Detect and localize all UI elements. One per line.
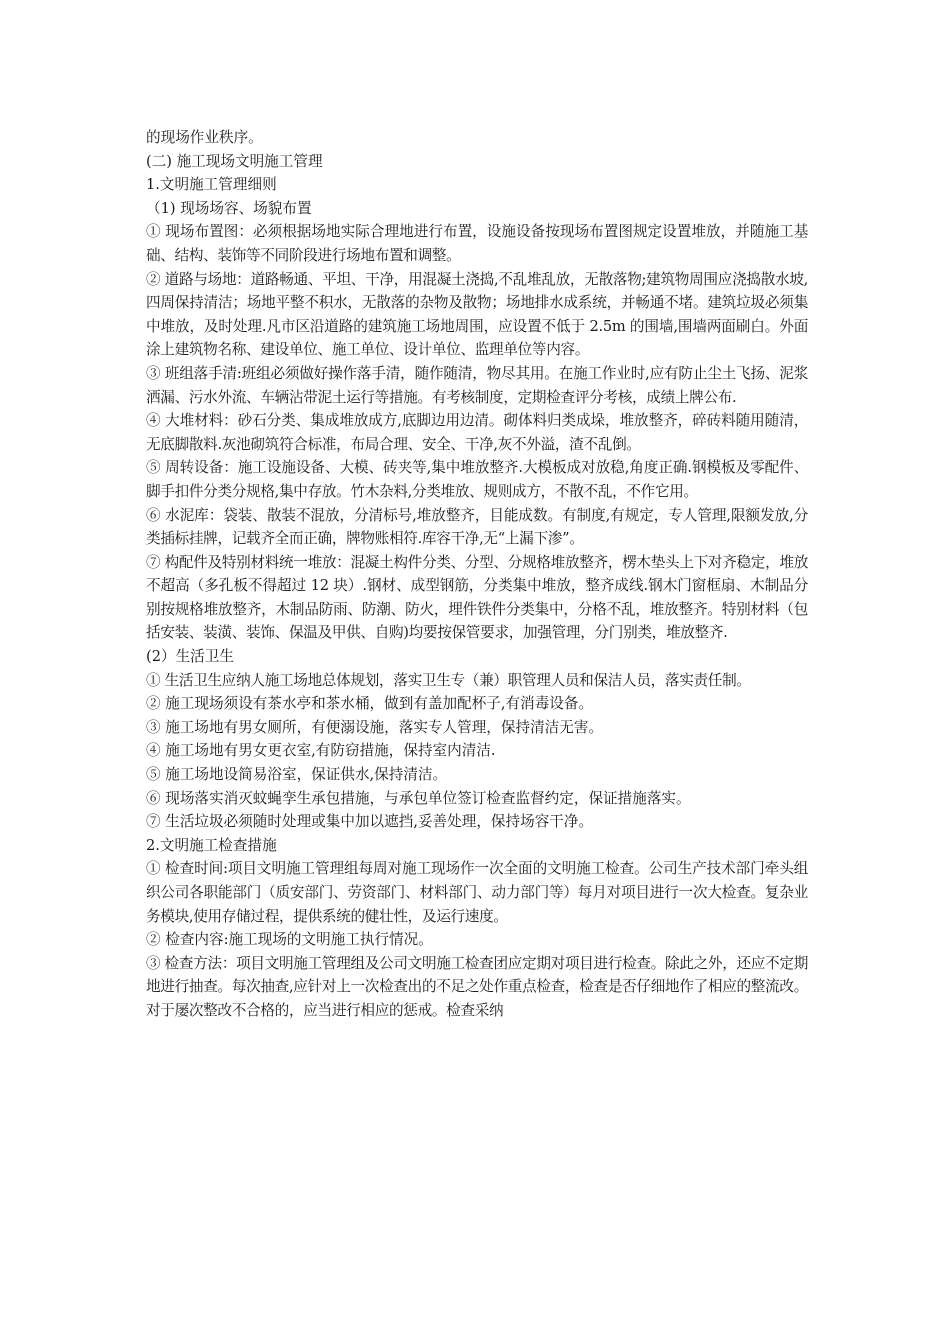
paragraph-item: ① 生活卫生应纳人施工场地总体规划，落实卫生专（兼）职管理人员和保洁人员，落实责任制。: [146, 671, 751, 689]
paragraph-item: ① 检查时间:项目文明施工管理组每周对施工现场作一次全面的文明施工检查。公司生产技术部门牵头组织公司各职能部门（质安部门、劳资部门、材料部门、动力部门等）每月对项目进行一次大检查。复杂业务模块,使用存储过程，提供系统的健壮性，及运行速度。: [146, 860, 808, 925]
paragraph-item: ④ 施工场地有男女更衣室,有防窃措施，保持室内清洁.: [146, 742, 496, 760]
subsection-heading: 1.文明施工管理细则: [146, 176, 277, 194]
paragraph-item: ③ 施工场地有男女厕所，有便溺设施，落实专人管理，保持清洁无害。: [146, 718, 604, 736]
paragraph-item: ⑥ 现场落实消灭蚊蝇孪生承包措施，与承包单位签订检查监督约定，保证措施落实。: [146, 789, 691, 807]
paragraph-item: ⑥ 水泥库：袋装、散装不混放，分清标号,堆放整齐，目能成数。有制度,有规定，专人管理,限额发放,分类插标挂牌，记载齐全而正确，牌物账相符.库容干净,无“上漏下渗”。: [146, 506, 808, 548]
paragraph-item: ⑦ 构配件及特别材料统一堆放：混凝土构件分类、分型、分规格堆放整齐，楞木垫头上下对齐稳定，堆放不超高（多孔板不得超过 12 块）.钢材、成型钢筋，分类集中堆放，整齐成线.钢木门窗框扇、木制品分别按规格堆放整齐，木制品防雨、防潮、防火，埋件铁件分类集中，分格不乱，堆放整齐。特别材料（包括安装、装潢、装饰、保温及甲供、自购)均要按保管要求，加强管理，分门别类，堆放整齐.: [146, 553, 808, 642]
paragraph-item: ② 道路与场地：道路畅通、平坦、干净，用混凝土浇捣,不乱堆乱放，无散落物;建筑物周围应浇捣散水坡,四周保持清洁；场地平整不积水，无散落的杂物及散物；场地排水成系统，并畅通不堵。建筑垃圾必须集中堆放，及时处理.凡市区沿道路的建筑施工场地周围，应设置不低于 2.5m 的围墙,围墙两面刷白。外面涂上建筑物名称、建设单位、施工单位、设计单位、监理单位等内容。: [146, 270, 808, 359]
subsection-heading: 2.文明施工检查措施: [146, 836, 277, 854]
paragraph-item: ① 现场布置图：必须根据场地实际合理地进行布置，设施设备按现场布置图规定设置堆放，并随施工基础、结构、装饰等不同阶段进行场地布置和调整。: [146, 223, 808, 264]
paragraph-item: ③ 检查方法：项目文明施工管理组及公司文明施工检查团应定期对项目进行检查。除此之外，还应不定期地进行抽查。每次抽查,应针对上一次检查出的不足之处作重点检查，检查是否仔细地作了相应的整流改。对于屡次整改不合格的，应当进行相应的惩戒。检查采纳: [146, 954, 808, 1019]
subsubsection-heading: (2）生活卫生: [146, 648, 234, 666]
paragraph-item: ② 施工现场须设有茶水亭和茶水桶，做到有盖加配杯子,有消毒设备。: [146, 695, 594, 713]
paragraph-item: ⑦ 生活垃圾必须随时处理或集中加以遮挡,妥善处理，保持场容干净。: [146, 813, 594, 831]
paragraph-item: ② 检查内容:施工现场的文明施工执行情况。: [146, 931, 433, 949]
section-heading: (二) 施工现场文明施工管理: [146, 152, 323, 170]
paragraph-item: ⑤ 周转设备：施工设施设备、大模、砖夹等,集中堆放整齐.大模板成对放稳,角度正确.钢模板及零配件、脚手扣件分类分规格,集中存放。竹木杂料,分类堆放、规则成方，不散不乱，不作它用。: [146, 459, 808, 500]
paragraph-item: ⑤ 施工场地设简易浴室，保证供水,保持清洁。: [146, 766, 448, 784]
document-page: [146, 126, 808, 1023]
subsubsection-heading: （1) 现场场容、场貌布置: [146, 199, 312, 217]
paragraph-item: ④ 大堆材料：砂石分类、集成堆放成方,底脚边用边清。砌体料归类成垛，堆放整齐，碎砖料随用随清，无底脚散料.灰池砌筑符合标准，布局合理、安全、干净,灰不外溢，渣不乱倒。: [146, 412, 808, 453]
paragraph-continuation: 的现场作业秩序。: [146, 129, 263, 146]
paragraph-item: ③ 班组落手清:班组必须做好操作落手清，随作随清，物尽其用。在施工作业时,应有防止尘土飞扬、泥浆洒漏、污水外流、车辆沾带泥土运行等措施。有考核制度，定期检查评分考核，成绩上牌公布.: [146, 364, 808, 406]
